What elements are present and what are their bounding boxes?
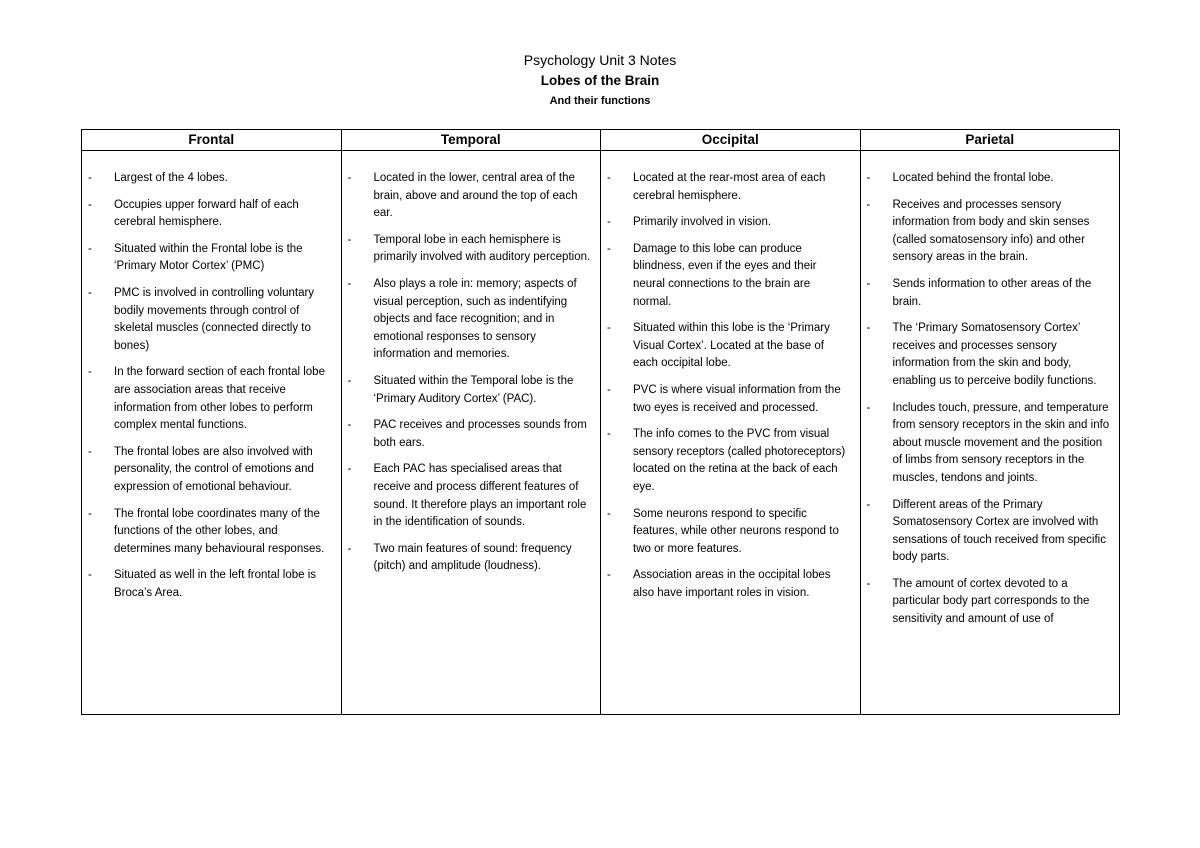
list-item-text: Receives and processes sensory information from body and skin senses (called somatosensory info) and other sensory areas in the brain. <box>892 198 1090 264</box>
list-item <box>607 170 852 205</box>
bullet-dash: - <box>607 172 611 184</box>
bullet-dash: - <box>607 428 611 441</box>
list-item-text: Located behind the frontal lobe. <box>892 172 1054 184</box>
document-caption: And their functions <box>549 95 651 107</box>
bullet-dash: - <box>347 463 352 476</box>
bullet-dash: - <box>347 542 352 555</box>
column-frontal <box>82 130 342 714</box>
list-item-text: Different areas of the Primary Somatosensory Cortex are involved with sensations of touch received from specific body parts. <box>892 498 1106 564</box>
bullet-dash: - <box>866 322 871 335</box>
list-item <box>348 541 593 576</box>
list-item-text: Situated within the Frontal lobe is the ‘Primary Motor Cortex’ (PMC) <box>114 242 303 273</box>
list-item <box>607 426 852 496</box>
bullet-dash: - <box>88 507 92 520</box>
list-item-text: Includes touch, pressure, and temperature from sensory receptors in the skin and info about muscle movement and the position of limbs from sensory receptors in the muscles, tendons and joints. <box>892 401 1110 484</box>
list-item-text: Two main features of sound: frequency (pitch) and amplitude (loudness). <box>373 542 572 573</box>
list-item <box>88 364 333 434</box>
list-item <box>607 382 852 417</box>
bullet-dash: - <box>88 242 92 255</box>
list-item-text: Situated as well in the left frontal lobe is Broca’s Area. <box>114 569 317 599</box>
bullet-dash: - <box>347 233 352 246</box>
bullet-dash: - <box>866 401 871 414</box>
column-parietal <box>861 130 1120 714</box>
column-body <box>82 151 341 602</box>
list-item <box>867 400 1112 488</box>
list-item <box>348 232 593 267</box>
bullet-dash: - <box>347 277 352 290</box>
list-item-text: Located in the lower, central area of the brain, above and around the top of each ear. <box>373 172 578 220</box>
list-item-text: Occupies upper forward half of each cerebral hemisphere. <box>114 198 299 229</box>
lobes-table <box>81 129 1120 715</box>
bullet-dash: - <box>607 216 611 229</box>
list-item-text: Also plays a role in: memory; aspects of visual perception, such as indentifying objects and face recognition; and in emotional responses to sensory information and memories. <box>373 277 577 361</box>
list-item-text: Temporal lobe in each hemisphere is primarily involved with auditory perception. <box>373 233 591 264</box>
list-item-text: The frontal lobes are also involved with personality, the control of emotions and expression of emotional behaviour. <box>114 445 314 493</box>
list-item-text: In the forward section of each frontal lobe are association areas that receive information from other lobes to perform complex mental functions. <box>114 366 325 432</box>
column-body <box>601 151 860 602</box>
bullet-dash: - <box>347 172 352 184</box>
list-item-text: The frontal lobe coordinates many of the functions of the other lobes, and determines many behavioural responses. <box>114 507 325 555</box>
bullet-dash: - <box>866 277 871 290</box>
column-heading: Frontal <box>82 130 341 151</box>
list-item <box>348 461 593 531</box>
document-subtitle: Lobes of the Brain <box>540 73 660 88</box>
list-item <box>607 506 852 559</box>
document-title: Psychology Unit 3 Notes <box>523 52 677 68</box>
list-item-text: Association areas in the occipital lobes also have important roles in vision. <box>633 569 831 599</box>
lobes-table-grid <box>82 130 1119 714</box>
bullet-dash: - <box>88 366 92 379</box>
list-item-text: PAC receives and processes sounds from both ears. <box>373 419 587 449</box>
list-item <box>348 170 593 223</box>
column-body <box>861 151 1120 629</box>
list-item-text: Situated within this lobe is the ‘Primary Visual Cortex’. Located at the base of each occipital lobe. <box>633 322 830 370</box>
list-item <box>867 170 1112 188</box>
list-item <box>867 276 1112 311</box>
list-item-text: Situated within the Temporal lobe is the ‘Primary Auditory Cortex’ (PAC). <box>373 374 574 405</box>
bullet-dash: - <box>607 507 611 520</box>
bullet-dash: - <box>866 198 871 211</box>
list-item-text: Largest of the 4 lobes. <box>114 172 228 184</box>
list-item <box>88 444 333 497</box>
list-item <box>348 373 593 408</box>
list-item <box>88 506 333 559</box>
list-item <box>867 576 1112 629</box>
list-item-text: Some neurons respond to specific features, while other neurons respond to two or more features. <box>633 507 839 555</box>
column-heading: Parietal <box>861 130 1120 151</box>
list-item-text: The ‘Primary Somatosensory Cortex’ receives and processes sensory information from the skin and body, enabling us to perceive bodily functions. <box>892 322 1097 387</box>
bullet-dash: - <box>866 577 871 590</box>
bullet-dash: - <box>607 242 611 255</box>
bullet-dash: - <box>88 569 92 582</box>
list-item <box>867 197 1112 267</box>
column-occipital <box>601 130 861 714</box>
bullet-dash: - <box>607 569 611 582</box>
bullet-dash: - <box>607 383 611 396</box>
bullet-dash: - <box>347 374 352 387</box>
list-item-text: Damage to this lobe can produce blindness, even if the eyes and their neural connections to the brain are normal. <box>633 242 817 308</box>
list-item <box>348 417 593 452</box>
bullet-dash: - <box>607 322 611 335</box>
list-item <box>607 567 852 602</box>
list-item <box>88 285 333 355</box>
list-item <box>88 241 333 276</box>
list-item-text: Each PAC has specialised areas that receive and process different features of sound. It therefore plays an important role in the identification of sounds. <box>373 463 587 529</box>
column-body <box>342 151 601 576</box>
list-item <box>607 241 852 311</box>
list-item <box>88 567 333 602</box>
list-item <box>607 214 852 232</box>
list-item <box>607 320 852 373</box>
list-item-text: The info comes to the PVC from visual sensory receptors (called photoreceptors) located on the retina at the back of each eye. <box>633 428 846 493</box>
list-item <box>88 197 333 232</box>
list-item-text: Primarily involved in vision. <box>633 216 772 229</box>
bullet-dash: - <box>347 419 352 432</box>
list-item <box>867 320 1112 390</box>
bullet-dash: - <box>88 172 92 184</box>
column-temporal <box>342 130 602 714</box>
list-item-text: Sends information to other areas of the brain. <box>892 277 1092 308</box>
list-item <box>348 276 593 364</box>
list-item-text: PMC is involved in controlling voluntary bodily movements through control of skeletal muscles (connected directly to bones) <box>114 286 315 352</box>
bullet-dash: - <box>88 198 92 211</box>
list-item-text: The amount of cortex devoted to a particular body part corresponds to the sensitivity and amount of use of <box>892 577 1090 626</box>
list-item-text: PVC is where visual information from the two eyes is received and processed. <box>633 383 841 414</box>
list-item-text: Located at the rear-most area of each cerebral hemisphere. <box>633 172 826 202</box>
list-item <box>88 170 333 188</box>
column-heading: Temporal <box>342 130 601 151</box>
bullet-dash: - <box>88 445 92 458</box>
bullet-dash: - <box>866 172 871 184</box>
bullet-dash: - <box>866 498 871 511</box>
list-item <box>867 497 1112 567</box>
bullet-dash: - <box>88 286 92 299</box>
column-heading: Occipital <box>601 130 860 151</box>
